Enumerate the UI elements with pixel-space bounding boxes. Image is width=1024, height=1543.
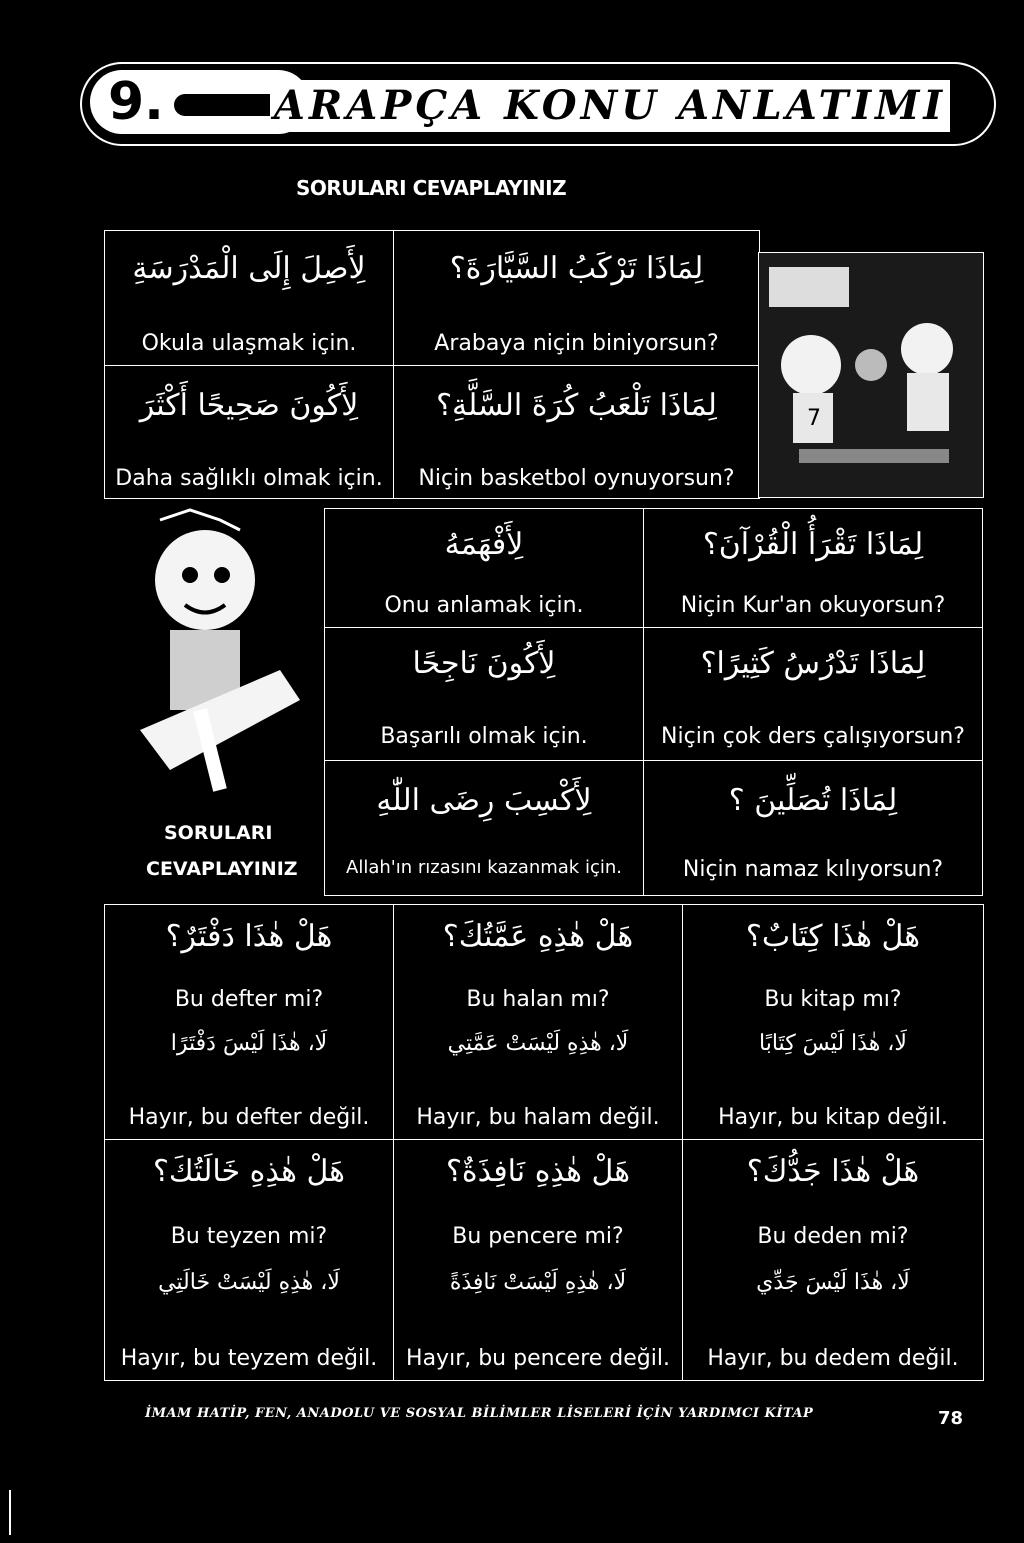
answer-arabic: لِأَكُونَ نَاجِحًا	[412, 646, 556, 681]
qa-mid-answer-cell-3	[324, 760, 644, 896]
question-turkish: Niçin çok ders çalışıyorsun?	[661, 724, 965, 749]
qa-grid-cell-6	[682, 1139, 984, 1381]
question-turkish: Arabaya niçin biniyorsun?	[434, 331, 719, 356]
section-title: SORULARI CEVAPLAYINIZ	[296, 176, 567, 200]
answer-turkish: Hayır, bu teyzem değil.	[120, 1346, 378, 1371]
answer-arabic: لَا، هٰذَا لَيْسَ كِتَابًا	[759, 1031, 907, 1056]
unit-number: 9.	[108, 72, 164, 132]
question-turkish: Bu pencere mi?	[452, 1224, 624, 1249]
qa-grid-cell-3	[682, 904, 984, 1140]
answer-arabic: لِأَفْهَمَهُ	[444, 527, 524, 562]
answer-turkish: Hayır, bu pencere değil.	[406, 1346, 670, 1371]
qa-top-question-cell-1	[393, 230, 760, 366]
qa-grid-cell-1	[104, 904, 394, 1140]
question-turkish: Bu halan mı?	[466, 987, 610, 1012]
boy-reading-image	[130, 500, 320, 800]
answer-arabic: لِأَكْسِبَ رِضَى اللّٰهِ	[376, 783, 592, 818]
qa-top-answer-cell-2	[104, 365, 394, 499]
section-title-left-line1: SORULARI	[164, 822, 273, 844]
answer-turkish: Daha sağlıklı olmak için.	[115, 466, 383, 491]
question-arabic: لِمَاذَا تُصَلِّينَ ؟	[728, 783, 898, 818]
answer-arabic: لَا، هٰذَا لَيْسَ دَفْتَرًا	[170, 1031, 328, 1056]
basketball-players-image	[758, 252, 984, 498]
qa-mid-answer-cell-1	[324, 508, 644, 628]
question-arabic: هَلْ هٰذِهِ نَافِذَةٌ؟	[445, 1154, 631, 1189]
question-turkish: Bu defter mi?	[174, 987, 324, 1012]
answer-arabic: لِأَكُونَ صَحِيحًا أَكْثَرَ	[139, 388, 359, 423]
qa-top-question-cell-2	[393, 365, 760, 499]
answer-turkish: Allah'ın rızasını kazanmak için.	[346, 857, 622, 878]
qa-top-answer-cell-1	[104, 230, 394, 366]
qa-mid-question-cell-1	[643, 508, 983, 628]
question-turkish: Bu deden mi?	[757, 1224, 909, 1249]
answer-turkish: Onu anlamak için.	[384, 593, 584, 618]
page-title: ARAPÇA KONU ANLATIMI	[273, 82, 947, 129]
footer-text: İMAM HATİP, FEN, ANADOLU VE SOSYAL BİLİMLER LİSELERİ İÇİN YARDIMCI KİTAP	[145, 1406, 814, 1421]
answer-arabic: لَا، هٰذِهِ لَيْسَتْ عَمَّتِي	[447, 1031, 629, 1056]
svg-text:7: 7	[807, 406, 821, 431]
question-turkish: Niçin namaz kılıyorsun?	[682, 857, 944, 882]
title-strip	[270, 80, 950, 132]
answer-turkish: Hayır, bu dedem değil.	[707, 1346, 959, 1371]
answer-turkish: Başarılı olmak için.	[380, 724, 588, 749]
question-arabic: هَلْ هٰذِهِ عَمَّتُكَ؟	[442, 919, 634, 954]
question-turkish: Niçin Kur'an okuyorsun?	[680, 593, 946, 618]
qa-mid-question-cell-2	[643, 627, 983, 761]
question-arabic: لِمَاذَا تَلْعَبُ كُرَةَ السَّلَّةِ؟	[436, 388, 717, 423]
qa-grid-cell-5	[393, 1139, 683, 1381]
answer-arabic: لِأَصِلَ إِلَى الْمَدْرَسَةِ	[132, 251, 366, 286]
answer-arabic: لَا، هٰذِهِ لَيْسَتْ نَافِذَةً	[449, 1270, 627, 1295]
answer-turkish: Hayır, bu defter değil.	[128, 1105, 370, 1130]
question-turkish: Bu kitap mı?	[764, 987, 902, 1012]
answer-turkish: Hayır, bu kitap değil.	[718, 1105, 948, 1130]
qa-grid-cell-2	[393, 904, 683, 1140]
question-arabic: هَلْ هٰذَا جَدُّكَ؟	[746, 1154, 920, 1189]
question-arabic: لِمَاذَا تَقْرَأُ الْقُرْآنَ؟	[702, 527, 924, 562]
answer-arabic: لَا، هٰذَا لَيْسَ جَدِّي	[756, 1270, 910, 1295]
answer-arabic: لَا، هٰذِهِ لَيْسَتْ خَالَتِي	[158, 1270, 340, 1295]
ribbon-icon	[174, 94, 282, 116]
question-arabic: هَلْ هٰذَا دَفْتَرٌ؟	[165, 919, 333, 954]
answer-turkish: Hayır, bu halam değil.	[416, 1105, 660, 1130]
page-number: 78	[938, 1408, 964, 1429]
section-title-left-line2: CEVAPLAYINIZ	[146, 858, 298, 880]
answer-turkish: Okula ulaşmak için.	[141, 331, 357, 356]
question-arabic: هَلْ هٰذِهِ خَالَتُكَ؟	[153, 1154, 345, 1189]
question-turkish: Bu teyzen mi?	[170, 1224, 328, 1249]
edge-line	[9, 1490, 11, 1535]
question-turkish: Niçin basketbol oynuyorsun?	[418, 466, 735, 491]
question-arabic: لِمَاذَا تَرْكَبُ السَّيَّارَةَ؟	[449, 251, 704, 286]
qa-mid-question-cell-3	[643, 760, 983, 896]
page-header	[80, 62, 998, 148]
qa-mid-answer-cell-2	[324, 627, 644, 761]
question-arabic: هَلْ هٰذَا كِتَابٌ؟	[745, 919, 921, 954]
qa-grid-cell-4	[104, 1139, 394, 1381]
question-arabic: لِمَاذَا تَدْرُسُ كَثِيرًا؟	[700, 646, 926, 681]
